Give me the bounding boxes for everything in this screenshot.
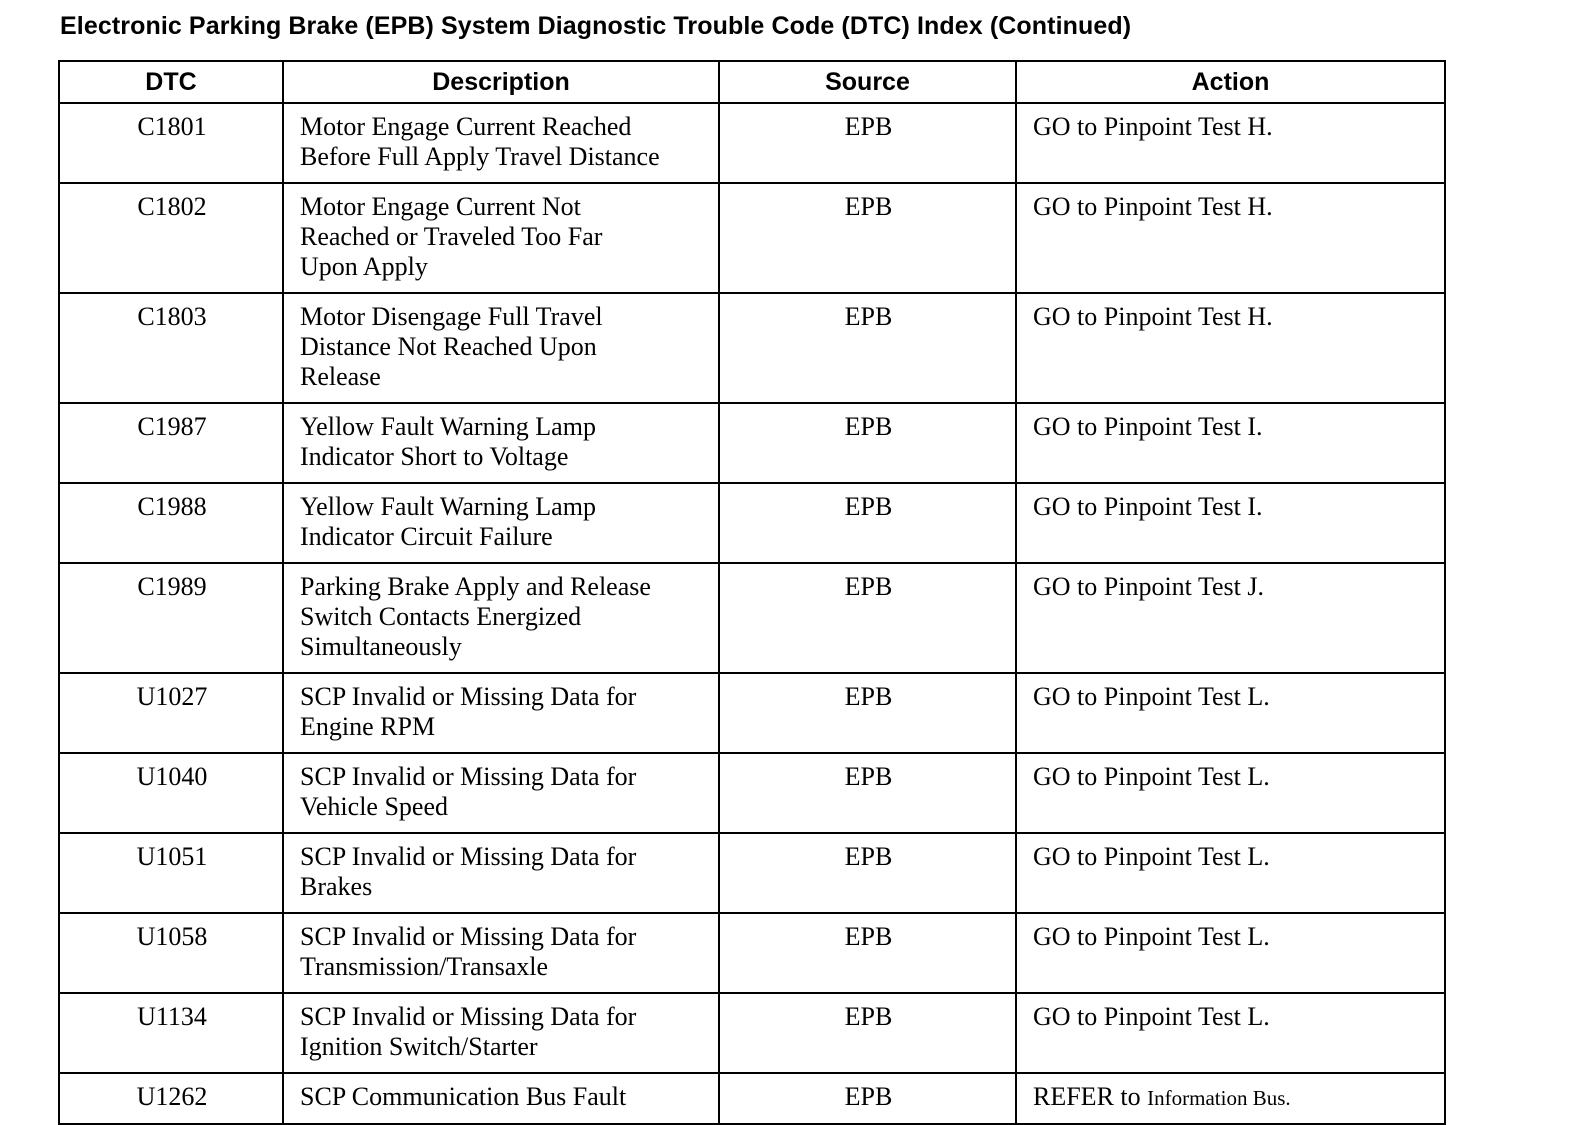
dtc-source: EPB bbox=[719, 913, 1016, 993]
description-line: Transmission/Transaxle bbox=[300, 952, 549, 981]
dtc-action bbox=[1016, 1073, 1445, 1124]
table-row bbox=[59, 483, 1445, 563]
description-line: Ignition Switch/Starter bbox=[300, 1032, 538, 1061]
dtc-source: EPB bbox=[719, 293, 1016, 403]
table-row bbox=[59, 183, 1445, 293]
action-text: GO to Pinpoint Test H. bbox=[1033, 192, 1273, 221]
action-text: GO to Pinpoint Test H. bbox=[1033, 112, 1273, 141]
dtc-source: EPB bbox=[719, 103, 1016, 183]
description-line: Parking Brake Apply and Release bbox=[300, 572, 651, 601]
dtc-code: C1988 bbox=[59, 483, 283, 563]
dtc-source: EPB bbox=[719, 753, 1016, 833]
table-row bbox=[59, 1073, 1445, 1124]
action-text: GO to Pinpoint Test H. bbox=[1033, 302, 1273, 331]
description-line: Simultaneously bbox=[300, 632, 462, 661]
dtc-code: C1987 bbox=[59, 403, 283, 483]
description-line: Release bbox=[300, 362, 381, 391]
description-line: Before Full Apply Travel Distance bbox=[300, 142, 660, 171]
action-text: GO to Pinpoint Test J. bbox=[1033, 572, 1265, 601]
dtc-action bbox=[1016, 103, 1445, 183]
description-line: SCP Invalid or Missing Data for bbox=[300, 682, 637, 711]
description-line: Vehicle Speed bbox=[300, 792, 449, 821]
dtc-action bbox=[1016, 563, 1445, 673]
dtc-code: U1051 bbox=[59, 833, 283, 913]
dtc-action bbox=[1016, 403, 1445, 483]
description-line: Upon Apply bbox=[300, 252, 428, 281]
dtc-description bbox=[283, 1073, 719, 1124]
dtc-description bbox=[283, 483, 719, 563]
dtc-description bbox=[283, 403, 719, 483]
dtc-action bbox=[1016, 913, 1445, 993]
table-row bbox=[59, 753, 1445, 833]
action-text: GO to Pinpoint Test L. bbox=[1033, 1002, 1270, 1031]
dtc-action bbox=[1016, 293, 1445, 403]
dtc-source: EPB bbox=[719, 403, 1016, 483]
description-line: SCP Invalid or Missing Data for bbox=[300, 762, 637, 791]
table-row bbox=[59, 913, 1445, 993]
dtc-action bbox=[1016, 183, 1445, 293]
description-line: Yellow Fault Warning Lamp bbox=[300, 492, 596, 521]
dtc-code: C1989 bbox=[59, 563, 283, 673]
dtc-action bbox=[1016, 483, 1445, 563]
table-row bbox=[59, 993, 1445, 1073]
description-line: SCP Invalid or Missing Data for bbox=[300, 1002, 637, 1031]
dtc-code: U1262 bbox=[59, 1073, 283, 1124]
dtc-source: EPB bbox=[719, 183, 1016, 293]
header-description: Description bbox=[283, 61, 719, 103]
description-line: Reached or Traveled Too Far bbox=[300, 222, 603, 251]
dtc-description bbox=[283, 673, 719, 753]
dtc-code: U1027 bbox=[59, 673, 283, 753]
header-dtc: DTC bbox=[59, 61, 283, 103]
dtc-code: U1040 bbox=[59, 753, 283, 833]
dtc-action bbox=[1016, 753, 1445, 833]
description-line: Indicator Circuit Failure bbox=[300, 522, 553, 551]
dtc-source: EPB bbox=[719, 833, 1016, 913]
action-text: REFER to bbox=[1033, 1082, 1141, 1111]
dtc-description bbox=[283, 913, 719, 993]
action-text: GO to Pinpoint Test I. bbox=[1033, 492, 1263, 521]
description-line: Motor Engage Current Not bbox=[300, 192, 581, 221]
dtc-description bbox=[283, 833, 719, 913]
dtc-action bbox=[1016, 833, 1445, 913]
dtc-description bbox=[283, 183, 719, 293]
action-text: GO to Pinpoint Test L. bbox=[1033, 762, 1270, 791]
table-row bbox=[59, 563, 1445, 673]
description-line: Motor Disengage Full Travel bbox=[300, 302, 603, 331]
table-row bbox=[59, 833, 1445, 913]
dtc-source: EPB bbox=[719, 673, 1016, 753]
table-row bbox=[59, 673, 1445, 753]
document-title: Electronic Parking Brake (EPB) System Diagnostic Trouble Code (DTC) Index (Continued) bbox=[60, 12, 1132, 40]
dtc-code: C1803 bbox=[59, 293, 283, 403]
description-line: SCP Invalid or Missing Data for bbox=[300, 842, 637, 871]
dtc-code: C1802 bbox=[59, 183, 283, 293]
action-text: GO to Pinpoint Test L. bbox=[1033, 682, 1270, 711]
dtc-action bbox=[1016, 673, 1445, 753]
dtc-source: EPB bbox=[719, 563, 1016, 673]
dtc-code: C1801 bbox=[59, 103, 283, 183]
header-action: Action bbox=[1016, 61, 1445, 103]
description-line: SCP Communication Bus Fault bbox=[300, 1082, 627, 1111]
description-line: Yellow Fault Warning Lamp bbox=[300, 412, 596, 441]
dtc-description bbox=[283, 753, 719, 833]
dtc-description bbox=[283, 103, 719, 183]
table-row bbox=[59, 403, 1445, 483]
description-line: Brakes bbox=[300, 872, 373, 901]
dtc-code: U1058 bbox=[59, 913, 283, 993]
dtc-source: EPB bbox=[719, 993, 1016, 1073]
action-text: GO to Pinpoint Test L. bbox=[1033, 842, 1270, 871]
table-header-row bbox=[59, 61, 1445, 103]
dtc-index-table bbox=[58, 60, 1446, 1125]
dtc-description bbox=[283, 993, 719, 1073]
dtc-description bbox=[283, 293, 719, 403]
action-reference: Information Bus. bbox=[1147, 1086, 1291, 1110]
description-line: SCP Invalid or Missing Data for bbox=[300, 922, 637, 951]
description-line: Switch Contacts Energized bbox=[300, 602, 582, 631]
action-text: GO to Pinpoint Test L. bbox=[1033, 922, 1270, 951]
table-row bbox=[59, 103, 1445, 183]
description-line: Distance Not Reached Upon bbox=[300, 332, 597, 361]
description-line: Indicator Short to Voltage bbox=[300, 442, 569, 471]
dtc-code: U1134 bbox=[59, 993, 283, 1073]
dtc-source: EPB bbox=[719, 483, 1016, 563]
header-source: Source bbox=[719, 61, 1016, 103]
action-text: GO to Pinpoint Test I. bbox=[1033, 412, 1263, 441]
description-line: Motor Engage Current Reached bbox=[300, 112, 632, 141]
table-row bbox=[59, 293, 1445, 403]
dtc-action bbox=[1016, 993, 1445, 1073]
dtc-description bbox=[283, 563, 719, 673]
description-line: Engine RPM bbox=[300, 712, 436, 741]
dtc-source: EPB bbox=[719, 1073, 1016, 1124]
